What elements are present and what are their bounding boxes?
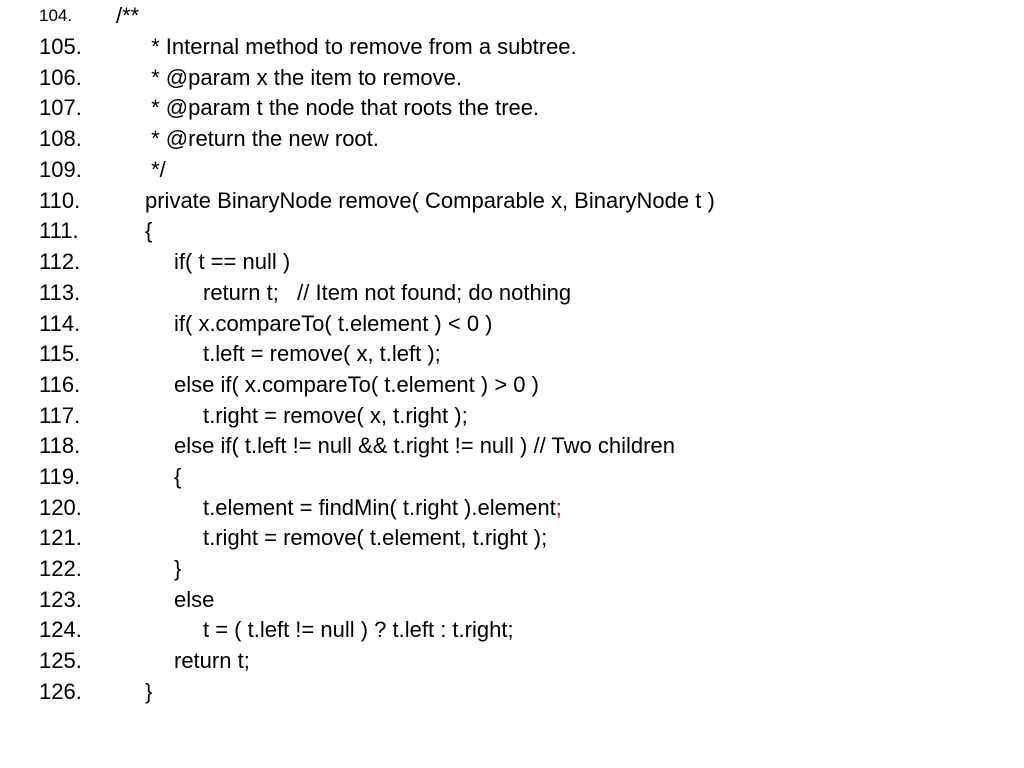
line-number: 105. [39,34,82,59]
code-text-content: * @param x the item to remove. [145,65,463,90]
code-text-content: if( x.compareTo( t.element ) < 0 ) [174,311,493,336]
code-text-content: else [174,587,215,612]
line-number: 121. [39,525,82,550]
code-text-content: return t; [174,648,250,673]
highlighted-semicolon: ; [555,495,562,520]
code-line [0,584,1024,615]
code-text-content: */ [145,157,166,182]
code-text [203,277,571,308]
code-text [145,92,539,123]
code-line [0,215,1024,246]
code-text [174,461,181,492]
code-text [145,215,152,246]
line-number: 126. [39,679,82,704]
code-text [203,338,441,369]
line-number: 123. [39,587,82,612]
code-text-content: t.right = remove( t.element, t.right ); [203,525,548,550]
code-line [0,645,1024,676]
code-text [174,246,290,277]
code-line [0,0,1024,31]
code-text-content: { [145,218,153,243]
code-line [0,154,1024,185]
code-line [0,31,1024,62]
line-number: 113. [39,280,81,305]
code-text [203,400,468,431]
code-text [116,0,139,31]
line-number: 111. [39,218,79,243]
code-line [0,522,1024,553]
line-number: 125. [39,648,82,673]
code-line [0,308,1024,339]
code-text-content: t.element = findMin( t.right ).element [203,495,556,520]
code-text [145,123,379,154]
line-number: 124. [39,617,82,642]
code-text-content: t.left = remove( x, t.left ); [203,341,441,366]
code-text [174,430,675,461]
code-line [0,676,1024,707]
line-number: 115. [39,341,81,366]
line-number: 122. [39,556,82,581]
code-text-content: return t; // Item not found; do nothing [203,280,572,305]
line-number: 119. [39,464,81,489]
code-line [0,492,1024,523]
code-line [0,553,1024,584]
code-line [0,614,1024,645]
code-line [0,92,1024,123]
code-text [145,62,462,93]
code-text [145,185,715,216]
line-number: 112. [39,249,81,274]
code-line [0,430,1024,461]
line-number: 106. [39,65,82,90]
code-text-content: * @return the new root. [145,126,379,151]
code-text [174,584,214,615]
code-text-content: private BinaryNode remove( Comparable x, BinaryNode t ) [145,188,715,213]
code-text-content: /** [116,3,140,28]
line-number: 104. [39,6,73,25]
code-line [0,246,1024,277]
code-text [174,308,493,339]
line-number: 107. [39,95,82,120]
line-number: 110. [39,188,81,213]
code-text-content: { [174,464,182,489]
code-text [174,369,539,400]
code-text-content: else if( t.left != null && t.right != null ) // Two children [174,433,675,458]
code-text [145,154,166,185]
code-text-content: if( t == null ) [174,249,291,274]
line-number: 109. [39,157,82,182]
code-text [145,31,577,62]
code-line [0,277,1024,308]
line-number: 117. [39,403,81,428]
code-text-content: } [145,679,153,704]
code-text [174,645,250,676]
code-line [0,369,1024,400]
line-number: 114. [39,311,81,336]
code-line [0,62,1024,93]
line-number: 118. [39,433,81,458]
code-text [203,522,547,553]
line-number: 120. [39,495,82,520]
code-text-content: t = ( t.left != null ) ? t.left : t.right; [203,617,514,642]
code-text [203,614,514,645]
code-text-content: } [174,556,182,581]
code-line [0,400,1024,431]
line-number: 108. [39,126,82,151]
code-text [145,676,152,707]
code-line [0,185,1024,216]
code-text [174,553,181,584]
code-line [0,123,1024,154]
line-number: 116. [39,372,81,397]
code-text-content: * Internal method to remove from a subtree. [145,34,577,59]
code-line [0,461,1024,492]
code-line [0,338,1024,369]
code-text [203,492,562,523]
code-text-content: t.right = remove( x, t.right ); [203,403,468,428]
code-text-content: else if( x.compareTo( t.element ) > 0 ) [174,372,539,397]
code-text-content: * @param t the node that roots the tree. [145,95,540,120]
